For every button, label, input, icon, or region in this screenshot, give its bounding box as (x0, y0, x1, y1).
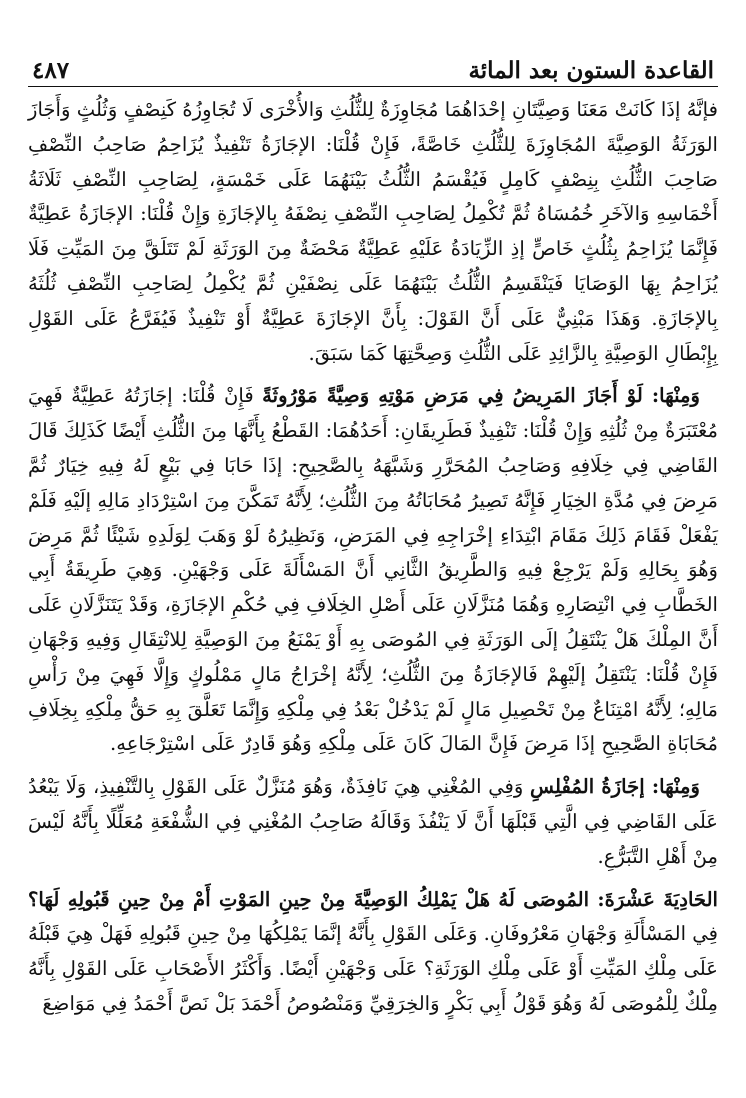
paragraph (28, 379, 718, 762)
paragraph-lead: وَمِنْهَا: إجَازَةُ المُفْلِسِ (530, 775, 700, 799)
paragraph (28, 93, 718, 371)
paragraph-text: فإنَّهُ إذَا كَانَتْ مَعَنَا وَصِيَّتَانِ إحْدَاهُمَا مُجَاوِزَةٌ لِلثُّلُثِ وَالأُخْرَى لَا تُجَاوِزُهُ كَنِصْفٍ وَثُلُثٍ وَأَجَازَ الوَرَثَةُ الوَصِيَّةَ المُجَاوِزَةَ لِلثُّلُثِ خَاصَّةً، فَإِنْ قُلْنَا: الإجَازَةُ تَنْفِيذٌ يُزَاحِمُ صَاحِبُ النِّصْفِ صَاحِبَ الثُّلُثِ بِنِصْفٍ كَامِلٍ فَيُقْسَمُ الثُّلُثُ بَيْنَهُمَا عَلَى خَمْسَةٍ، لِصَاحِبِ النِّصْفِ ثَلَاثَةُ أَخْمَاسِهِ وَالآخَرِ خُمُسَاهُ ثُمَّ تُكْمِلُ لِصَاحِبِ النِّصْفِ نِصْفَهُ بِالإجَازَةِ وَإِنْ قُلْنَا: الإجَازَةُ عَطِيَّةٌ فَإِنَّمَا يُزَاحِمُ بِثُلُثٍ خَاصٍّ إذِ الزِّيَادَةُ عَلَيْهِ عَطِيَّةٌ مَحْضَةٌ مِنَ الوَرَثَةِ لَمْ تَتَلَقَّ مِنَ المَيِّتِ فَلَا يُزَاحِمُ بِهَا الوَصَايَا فَيَنْقَسِمُ الثُّلُثُ بَيْنَهُمَا عَلَى نِصْفَيْنِ ثُمَّ يُكْمِلُ لِصَاحِبِ النِّصْفِ ثُلُثَهُ بِالإجَازَةِ. وَهَذَا مَبْنِيٌّ عَلَى أَنَّ القَوْلَ: بِأَنَّ الإجَازَةَ عَطِيَّةٌ أَوْ تَنْفِيذٌ فَيُفَرَّعُ عَلَى القَوْلِ بِإِبْطَالِ الوَصِيَّةِ بِالزَّائِدِ عَلَى الثُّلُثِ وَصِحَّتِهَا كَمَا سَبَقَ. (28, 98, 718, 365)
book-page (28, 48, 718, 1022)
paragraph (28, 883, 718, 1022)
paragraph-lead: وَمِنْهَا: لَوْ أَجَازَ المَرِيضُ فِي مَرَضِ مَوْتِهِ وَصِيَّةً مَوْرُوثَةً (262, 384, 700, 408)
paragraph-text: وَفِي المُغْنِي هِيَ نَافِذَةٌ، وَهُوَ مُنَزَّلٌ عَلَى القَوْلِ بِالتَّنْفِيذِ، وَلَا يَبْعُدُ عَلَى القَاضِي فِي الَّتِي قَبْلَهَا أَنَّ لَا يَنْفُذَ وَقَالَهُ صَاحِبُ المُغْنِي فِي الشُّفْعَةِ مُعَلِّلًا بِأَنَّهُ لَيْسَ مِنْ أَهْلِ التَّبَرُّعِ. (28, 775, 718, 868)
paragraph-text: فَإِنْ قُلْنَا: إجَازَتُهُ عَطِيَّةٌ فَهِيَ مُعْتَبَرَةٌ مِنْ ثُلُثِهِ وَإِنْ قُلْنَا: تَنْفِيذٌ فَطَرِيقَانِ: أَحَدُهُمَا: القَطْعُ بِأَنَّهَا مِنَ الثُّلُثِ أَيْضًا كَذَلِكَ قَالَ القَاضِي فِي خِلَافِهِ وَصَاحِبُ المُحَرَّرِ وَشَبَّهَهُ بِالصَّحِيحِ: إذَا حَابَا فِي بَيْعٍ لَهُ فِيهِ خِيَارٌ ثُمَّ مَرِضَ فِي مُدَّةِ الخِيَارِ فَإِنَّهُ تَصِيرُ مُحَابَاتُهُ مِنَ الثُّلُثِ؛ لِأَنَّهُ تَمَكَّنَ مِنَ اسْتِرْدَادِ مَالِهِ إلَيْهِ فَلَمْ يَفْعَلْ فَقَامَ ذَلِكَ مَقَامَ ابْتِدَاءِ إخْرَاجِهِ فِي المَرَضِ، وَنَظِيرُهُ لَوْ وَهَبَ لِوَلَدِهِ شَيْئًا ثُمَّ مَرِضَ وَهُوَ بِحَالِهِ وَلَمْ يَرْجِعْ فِيهِ وَالطَّرِيقُ الثَّانِي أَنَّ المَسْأَلَةَ عَلَى وَجْهَيْنِ. وَهِيَ طَرِيقَةُ أَبِي الخَطَّابِ فِي انْتِصَارِهِ وَهُمَا مُنَزَّلَانِ عَلَى أَصْلِ الخِلَافِ فِي حُكْمِ الإجَازَةِ، وَقَدْ يَتَنَزَّلَانِ عَلَى أَنَّ المِلْكَ هَلْ يَنْتَقِلُ إلَى الوَرَثَةِ فِي المُوصَى بِهِ أَوْ يَمْنَعُ مِنَ الوَصِيَّةِ لِلانْتِقَالِ وَفِيهِ وَجْهَانِ فَإِنْ قُلْنَا: يَنْتَقِلُ إلَيْهِمْ فَالإجَازَةُ مِنَ الثُّلُثِ؛ لِأَنَّهُ إخْرَاجُ مَالٍ مَمْلُوكٍ وَإِلَّا فَهِيَ مِنْ رَأْسِ مَالِهِ؛ لِأَنَّهُ امْتِنَاعٌ مِنْ تَحْصِيلِ مَالٍ لَمْ يَدْخُلْ بَعْدُ فِي مِلْكِهِ وَإِنَّمَا تَعَلَّقَ بِهِ حَقُّ مِلْكِهِ بِخِلَافِ مُحَابَاةِ الصَّحِيحِ إذَا مَرِضَ فَإِنَّ المَالَ كَانَ عَلَى مِلْكِهِ وَهُوَ قَادِرٌ عَلَى اسْتِرْجَاعِهِ. (28, 384, 718, 756)
page-number: ٤٨٧ (32, 57, 70, 84)
paragraph-text: فِي المَسْأَلَةِ وَجْهَانِ مَعْرُوفَانِ. وَعَلَى القَوْلِ بِأَنَّهُ إنَّمَا يَمْلِكُهَا مِنْ حِينِ قَبُولِهِ فَهَلْ هِيَ قَبْلَهُ عَلَى مِلْكِ المَيِّتِ أَوْ عَلَى مِلْكِ الوَرَثَةِ؟ عَلَى وَجْهَيْنِ أَيْضًا. وَأَكْثَرُ الأَصْحَابِ عَلَى القَوْلِ بِأَنَّهُ مِلْكٌ لِلْمُوصَى لَهُ وَهُوَ قَوْلُ أَبِي بَكْرٍ وَالخِرَقِيِّ وَمَنْصُوصُ أَحْمَدَ بَلْ نَصَّ أَحْمَدُ فِي مَوَاضِعَ (28, 922, 718, 1015)
section-heading: الحَادِيَةَ عَشْرَةَ: المُوصَى لَهُ هَلْ يَمْلِكُ الوَصِيَّةَ مِنْ حِينِ المَوْتِ أَمْ مِنْ حِينِ قَبُولِهِ لَهَا؟ (28, 887, 718, 911)
running-header (28, 48, 718, 87)
header-title: القاعدة الستون بعد المائة (468, 57, 714, 84)
paragraph (28, 770, 718, 874)
body-text (28, 93, 718, 1022)
